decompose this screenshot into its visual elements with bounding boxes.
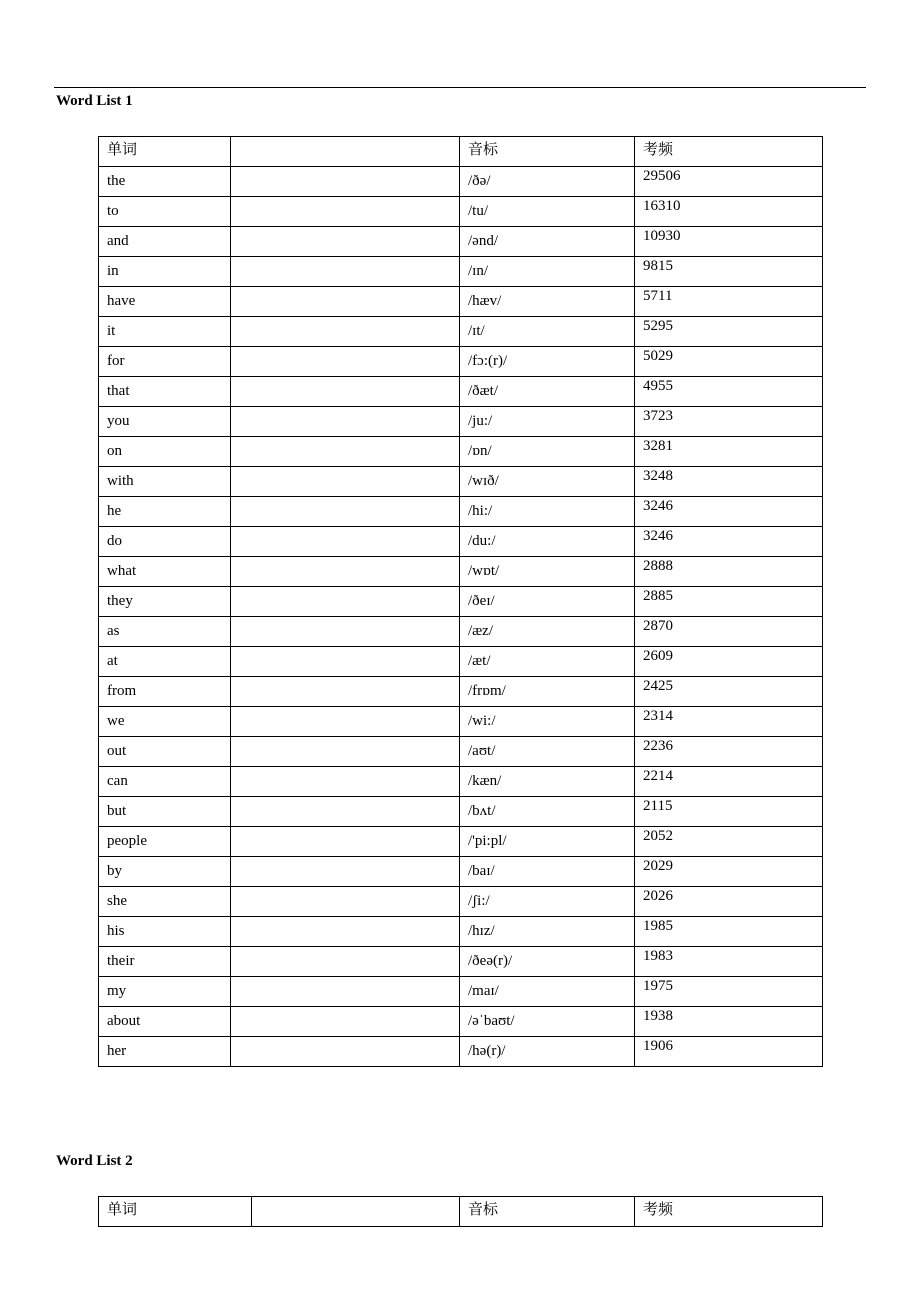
blank-cell: [231, 857, 460, 887]
blank-cell: [231, 737, 460, 767]
phonetic-cell: /ðeɪ/: [460, 587, 635, 617]
word-cell: we: [99, 707, 231, 737]
frequency-cell: 2885: [635, 587, 823, 617]
table-row: [99, 827, 823, 857]
phonetic-cell: /ðeə(r)/: [460, 947, 635, 977]
table-row: [99, 917, 823, 947]
frequency-cell: 2314: [635, 707, 823, 737]
header-word: 单词: [99, 1197, 252, 1227]
blank-cell: [231, 587, 460, 617]
frequency-cell: 2115: [635, 797, 823, 827]
blank-cell: [231, 287, 460, 317]
frequency-cell: 2029: [635, 857, 823, 887]
phonetic-cell: /ənd/: [460, 227, 635, 257]
frequency-cell: 3246: [635, 497, 823, 527]
blank-cell: [231, 557, 460, 587]
table-row: [99, 197, 823, 227]
phonetic-cell: /ɪt/: [460, 317, 635, 347]
word-cell: with: [99, 467, 231, 497]
table-row: [99, 1007, 823, 1037]
word-cell: have: [99, 287, 231, 317]
table-row: [99, 677, 823, 707]
phonetic-cell: /hæv/: [460, 287, 635, 317]
word-cell: her: [99, 1037, 231, 1067]
blank-cell: [231, 617, 460, 647]
phonetic-cell: /ʃi:/: [460, 887, 635, 917]
blank-cell: [231, 977, 460, 1007]
word-cell: do: [99, 527, 231, 557]
table-row: [99, 977, 823, 1007]
table-row: [99, 467, 823, 497]
blank-cell: [231, 947, 460, 977]
table-row: [99, 497, 823, 527]
frequency-cell: 2888: [635, 557, 823, 587]
blank-cell: [231, 707, 460, 737]
frequency-cell: 1975: [635, 977, 823, 1007]
blank-cell: [231, 197, 460, 227]
frequency-cell: 5029: [635, 347, 823, 377]
frequency-cell: 3246: [635, 527, 823, 557]
table-row: [99, 767, 823, 797]
word-cell: and: [99, 227, 231, 257]
blank-cell: [231, 827, 460, 857]
frequency-cell: 4955: [635, 377, 823, 407]
table-row: [99, 557, 823, 587]
frequency-cell: 3281: [635, 437, 823, 467]
top-rule: [54, 87, 866, 88]
table-row: [99, 647, 823, 677]
phonetic-cell: /aʊt/: [460, 737, 635, 767]
blank-cell: [231, 1007, 460, 1037]
phonetic-cell: /hə(r)/: [460, 1037, 635, 1067]
table-row: [99, 527, 823, 557]
word-cell: as: [99, 617, 231, 647]
word-list-1-table: [98, 136, 823, 1067]
phonetic-cell: /tu/: [460, 197, 635, 227]
table-row: [99, 617, 823, 647]
header-blank: [252, 1197, 460, 1227]
frequency-cell: 2214: [635, 767, 823, 797]
blank-cell: [231, 227, 460, 257]
word-cell: what: [99, 557, 231, 587]
phonetic-cell: /ɪn/: [460, 257, 635, 287]
word-list-1-title: Word List 1: [56, 93, 133, 109]
blank-cell: [231, 497, 460, 527]
frequency-cell: 1985: [635, 917, 823, 947]
phonetic-cell: /maɪ/: [460, 977, 635, 1007]
word-cell: about: [99, 1007, 231, 1037]
header-phonetic: 音标: [460, 1197, 635, 1227]
frequency-cell: 2026: [635, 887, 823, 917]
phonetic-cell: /bʌt/: [460, 797, 635, 827]
frequency-cell: 3723: [635, 407, 823, 437]
table-row: [99, 857, 823, 887]
phonetic-cell: /wɪð/: [460, 467, 635, 497]
table-row: [99, 227, 823, 257]
word-cell: the: [99, 167, 231, 197]
blank-cell: [231, 377, 460, 407]
phonetic-cell: /hi:/: [460, 497, 635, 527]
table-row: [99, 947, 823, 977]
phonetic-cell: /kæn/: [460, 767, 635, 797]
frequency-cell: 1906: [635, 1037, 823, 1067]
phonetic-cell: /æt/: [460, 647, 635, 677]
table-row: [99, 737, 823, 767]
frequency-cell: 2236: [635, 737, 823, 767]
blank-cell: [231, 647, 460, 677]
word-cell: she: [99, 887, 231, 917]
header-word: 单词: [99, 137, 231, 167]
table-row: [99, 437, 823, 467]
word-cell: out: [99, 737, 231, 767]
phonetic-cell: /ju:/: [460, 407, 635, 437]
frequency-cell: 2609: [635, 647, 823, 677]
frequency-cell: 2425: [635, 677, 823, 707]
word-cell: to: [99, 197, 231, 227]
word-cell: from: [99, 677, 231, 707]
table-row: [99, 587, 823, 617]
word-cell: for: [99, 347, 231, 377]
table-row: [99, 257, 823, 287]
blank-cell: [231, 797, 460, 827]
blank-cell: [231, 167, 460, 197]
word-cell: that: [99, 377, 231, 407]
blank-cell: [231, 407, 460, 437]
phonetic-cell: /wɒt/: [460, 557, 635, 587]
header-frequency: 考频: [635, 1197, 823, 1227]
word-cell: my: [99, 977, 231, 1007]
header-blank: [231, 137, 460, 167]
blank-cell: [231, 1037, 460, 1067]
phonetic-cell: /ɒn/: [460, 437, 635, 467]
table-row: [99, 887, 823, 917]
frequency-cell: 2870: [635, 617, 823, 647]
frequency-cell: 1983: [635, 947, 823, 977]
table-row: [99, 797, 823, 827]
word-list-2-table: [98, 1196, 823, 1227]
frequency-cell: 10930: [635, 227, 823, 257]
blank-cell: [231, 527, 460, 557]
word-list-2-title: Word List 2: [56, 1153, 133, 1169]
frequency-cell: 9815: [635, 257, 823, 287]
phonetic-cell: /hɪz/: [460, 917, 635, 947]
phonetic-cell: /æz/: [460, 617, 635, 647]
blank-cell: [231, 317, 460, 347]
table-row: [99, 377, 823, 407]
word-cell: on: [99, 437, 231, 467]
phonetic-cell: /du:/: [460, 527, 635, 557]
word-cell: in: [99, 257, 231, 287]
frequency-cell: 2052: [635, 827, 823, 857]
blank-cell: [231, 467, 460, 497]
word-cell: can: [99, 767, 231, 797]
header-frequency: 考频: [635, 137, 823, 167]
word-cell: they: [99, 587, 231, 617]
phonetic-cell: /ðæt/: [460, 377, 635, 407]
blank-cell: [231, 917, 460, 947]
table-row: [99, 287, 823, 317]
frequency-cell: 1938: [635, 1007, 823, 1037]
frequency-cell: 29506: [635, 167, 823, 197]
frequency-cell: 5295: [635, 317, 823, 347]
word-cell: by: [99, 857, 231, 887]
blank-cell: [231, 887, 460, 917]
table-row: [99, 1037, 823, 1067]
word-cell: at: [99, 647, 231, 677]
phonetic-cell: /ðə/: [460, 167, 635, 197]
frequency-cell: 16310: [635, 197, 823, 227]
blank-cell: [231, 437, 460, 467]
blank-cell: [231, 347, 460, 377]
word-cell: he: [99, 497, 231, 527]
phonetic-cell: /wi:/: [460, 707, 635, 737]
table-row: [99, 407, 823, 437]
blank-cell: [231, 257, 460, 287]
table-header-row: [99, 1197, 823, 1227]
word-cell: people: [99, 827, 231, 857]
phonetic-cell: /baɪ/: [460, 857, 635, 887]
table-row: [99, 317, 823, 347]
table-header-row: [99, 137, 823, 167]
table-row: [99, 707, 823, 737]
frequency-cell: 5711: [635, 287, 823, 317]
word-cell: his: [99, 917, 231, 947]
phonetic-cell: /frɒm/: [460, 677, 635, 707]
blank-cell: [231, 767, 460, 797]
word-cell: it: [99, 317, 231, 347]
blank-cell: [231, 677, 460, 707]
phonetic-cell: /fɔ:(r)/: [460, 347, 635, 377]
table-row: [99, 167, 823, 197]
phonetic-cell: /'pi:pl/: [460, 827, 635, 857]
word-cell: but: [99, 797, 231, 827]
phonetic-cell: /əˈbaʊt/: [460, 1007, 635, 1037]
frequency-cell: 3248: [635, 467, 823, 497]
table-row: [99, 347, 823, 377]
header-phonetic: 音标: [460, 137, 635, 167]
word-cell: you: [99, 407, 231, 437]
word-cell: their: [99, 947, 231, 977]
